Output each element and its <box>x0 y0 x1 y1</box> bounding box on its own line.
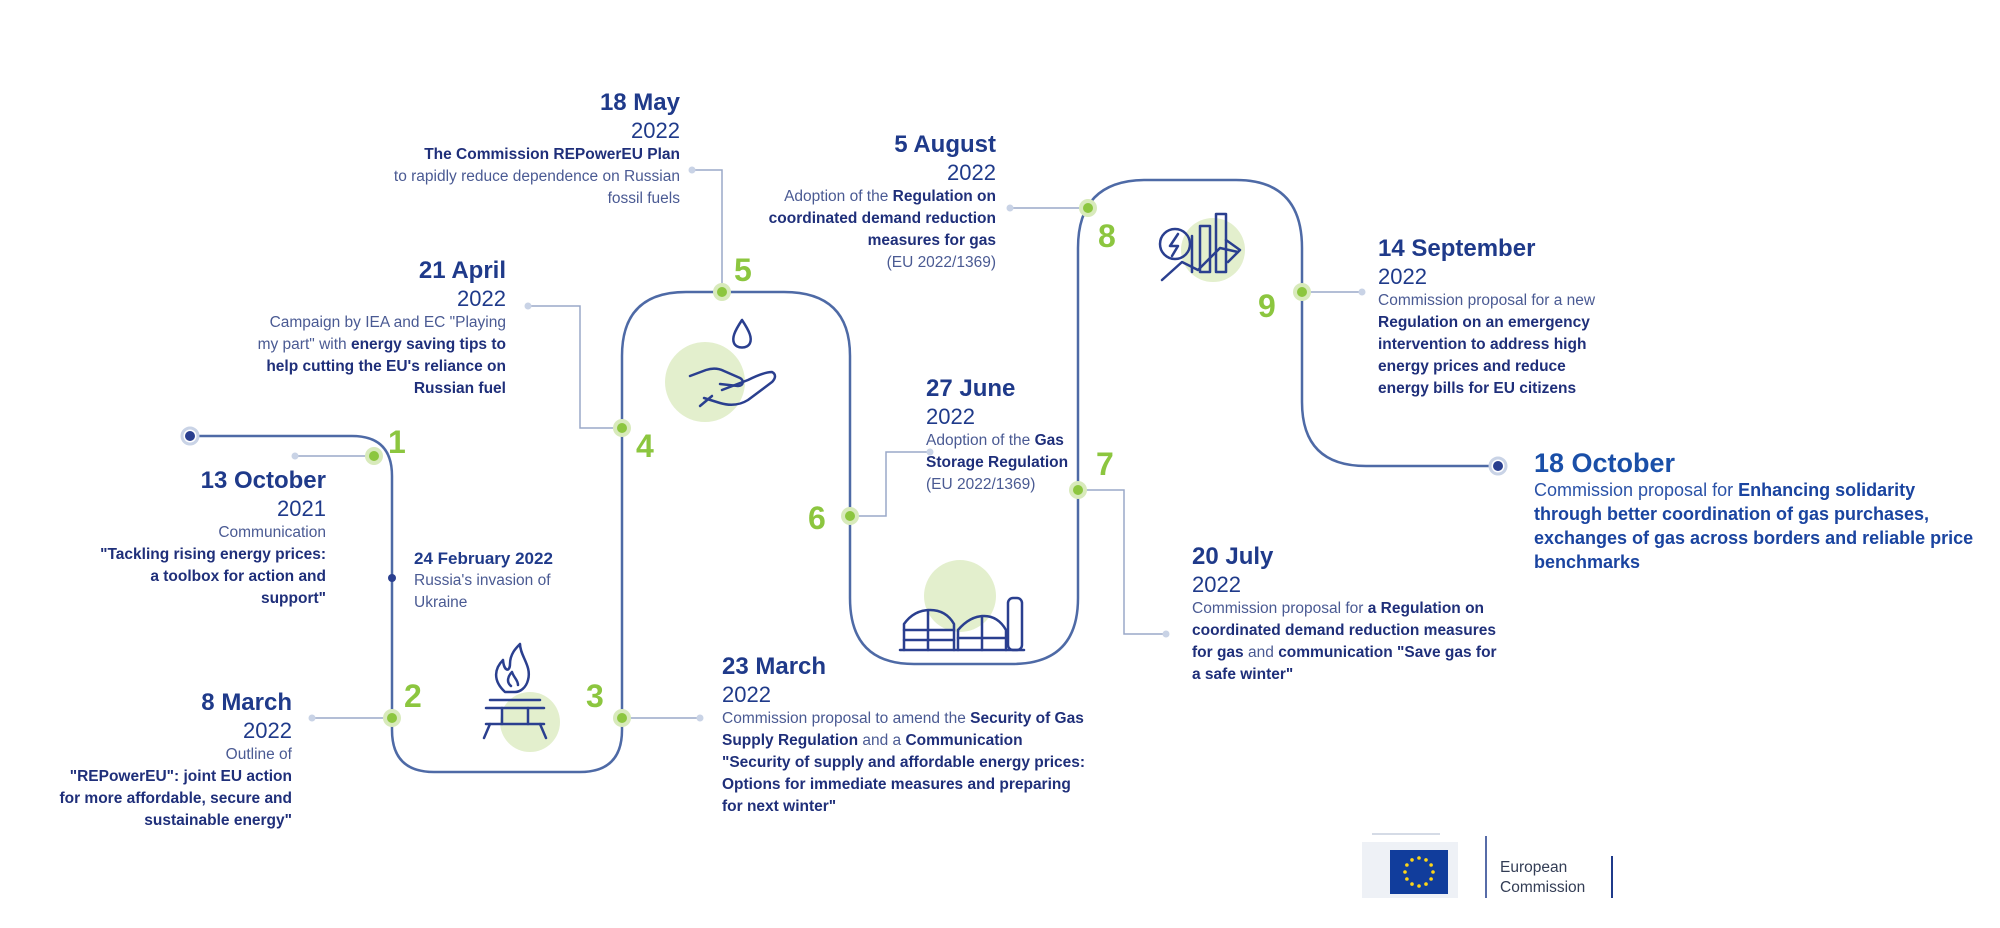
milestone-dot-5 <box>713 283 731 301</box>
event-24-february <box>414 548 594 614</box>
event-year: 2022 <box>947 160 996 185</box>
milestone-dot-3 <box>613 709 631 727</box>
milestone-number-7: 7 <box>1096 446 1114 482</box>
eu-flag-star <box>1405 863 1409 867</box>
logo-line-2: Commission <box>1500 879 1586 896</box>
event-year: 2022 <box>243 718 292 743</box>
event-description: Commission proposal to amend the Security of Gas Supply Regulation and a Communication "Security of supply and affordable energy prices: Options for immediate measures and preparing for next winter" <box>722 710 1086 815</box>
milestone-dot-1 <box>365 447 383 465</box>
milestone-number-4: 4 <box>636 428 654 464</box>
event-description: The Commission REPowerEU Plan to rapidly reduce dependence on Russian fossil fuels <box>393 146 680 207</box>
side-event-dot <box>388 574 396 582</box>
event-year: 2021 <box>277 496 326 521</box>
event-description: Commission proposal for a new Regulation on an emergency intervention to address high energy prices and reduce energy bills for EU citizens <box>1378 292 1596 397</box>
event-year: 2022 <box>926 404 975 429</box>
event-date: 20 July <box>1192 543 1274 570</box>
event-description: Campaign by IEA and EC "Playing my part" with energy saving tips to help cutting the EU's reliance on Russian fuel <box>257 314 506 397</box>
eu-flag-star <box>1410 882 1414 886</box>
event-description: Adoption of the Regulation on coordinated demand reduction measures for gas (EU 2022/1369) <box>768 188 996 271</box>
event-description: Outline of "REPowerEU": joint EU action for more affordable, secure and sustainable energy" <box>59 746 292 829</box>
event-20-july <box>1192 542 1502 686</box>
event-description: Commission proposal for a Regulation on coordinated demand reduction measures for gas and communication "Save gas for a safe winter" <box>1192 600 1497 683</box>
event-date: 5 August <box>894 131 996 158</box>
event-21-april <box>250 256 506 400</box>
eu-flag-star <box>1410 858 1414 862</box>
event-date: 13 October <box>200 467 326 494</box>
eu-flag-star <box>1403 870 1407 874</box>
decor-circle <box>665 342 745 422</box>
event-date: 27 June <box>926 375 1016 402</box>
milestone-number-5: 5 <box>734 252 752 288</box>
eu-flag-star <box>1417 856 1421 860</box>
milestone-dot-9 <box>1293 283 1311 301</box>
event-14-september <box>1378 234 1608 400</box>
decor-circle <box>1181 218 1245 282</box>
event-date: 24 February 2022 <box>414 549 553 568</box>
milestone-number-1: 1 <box>388 424 406 460</box>
event-date: 8 March <box>201 689 292 716</box>
european-commission-logo-text <box>1500 858 1585 898</box>
event-description: Russia's invasion of Ukraine <box>414 572 551 611</box>
event-year: 2022 <box>631 118 680 143</box>
logo-line-1: European <box>1500 859 1568 876</box>
eu-flag-star <box>1424 858 1428 862</box>
timeline-end-dot <box>1490 458 1506 474</box>
event-date: 18 October <box>1534 448 1676 478</box>
event-year: 2022 <box>1378 264 1427 289</box>
eu-flag-star <box>1429 863 1433 867</box>
milestone-dot-4 <box>613 419 631 437</box>
event-18-october-final <box>1534 448 1974 574</box>
event-13-october <box>96 466 326 610</box>
event-date: 23 March <box>722 653 827 680</box>
eu-flag-star <box>1405 877 1409 881</box>
eu-flag-star <box>1424 882 1428 886</box>
milestone-number-6: 6 <box>808 500 826 536</box>
milestone-dot-2 <box>383 709 401 727</box>
timeline-start-dot <box>182 428 198 444</box>
event-year: 2022 <box>457 286 506 311</box>
decor-circle <box>924 560 996 632</box>
milestone-number-3: 3 <box>586 678 604 714</box>
event-description: Communication "Tackling rising energy prices: a toolbox for action and support" <box>100 524 326 607</box>
milestone-number-8: 8 <box>1098 218 1116 254</box>
event-date: 14 September <box>1378 235 1536 262</box>
event-5-august <box>766 130 996 274</box>
eu-flag-star <box>1431 870 1435 874</box>
milestone-dot-6 <box>841 507 859 525</box>
event-23-march <box>722 652 1092 818</box>
event-date: 21 April <box>418 257 506 284</box>
event-27-june <box>926 374 1086 496</box>
event-description: Adoption of the Gas Storage Regulation (EU 2022/1369) <box>926 432 1069 493</box>
milestone-number-2: 2 <box>404 678 422 714</box>
milestone-dot-8 <box>1079 199 1097 217</box>
gas-flame-icon <box>484 644 546 738</box>
milestone-dots <box>365 199 1311 727</box>
event-date: 18 May <box>599 89 680 116</box>
event-8-march <box>56 688 292 832</box>
eu-flag-star <box>1417 884 1421 888</box>
event-description: Commission proposal for Enhancing solidarity through better coordination of gas purchases, exchanges of gas across borders and reliable price benchmarks <box>1534 480 1974 572</box>
event-year: 2022 <box>722 682 771 707</box>
event-year: 2022 <box>1192 572 1241 597</box>
eu-flag-star <box>1429 877 1433 881</box>
milestone-number-9: 9 <box>1258 288 1276 324</box>
event-18-may <box>380 88 680 210</box>
